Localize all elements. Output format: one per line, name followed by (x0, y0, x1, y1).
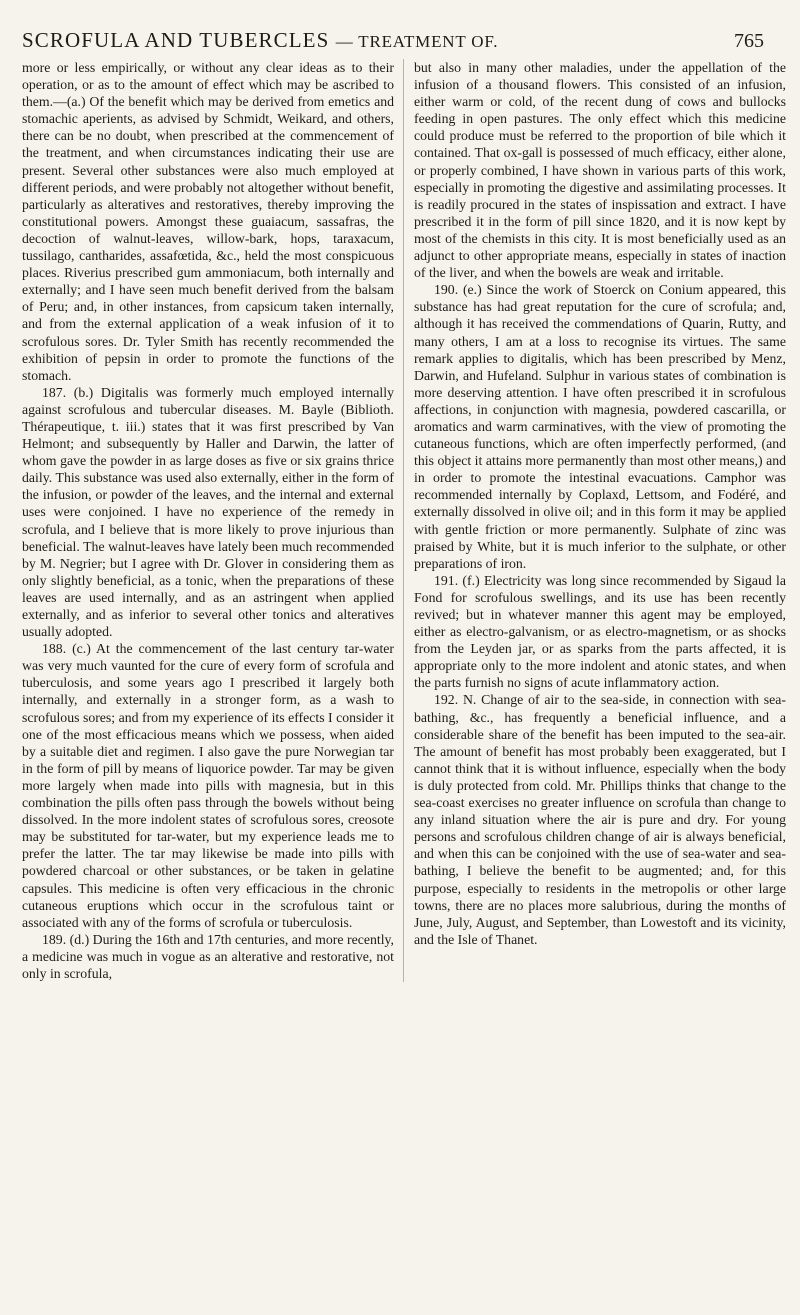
left-column (22, 59, 404, 982)
running-header (22, 28, 786, 58)
paragraph-191: 191. (f.) Electricity was long since recommended by Sigaud la Fond for scrofulous swellings, and its use has been recently revived; but in whatever manner this agent may be employed, either as electro-galvanism, or as electro-magnetism, or as shocks from the Leyden jar, or as sparks from the parts affected, it is appropriate only to the more indolent and atonic states, and when the parts furnish no signs of acute inflammatory action. (414, 572, 786, 691)
two-column-body (22, 59, 786, 982)
paragraph-continuation: more or less empirically, or without any clear ideas as to their operation, or as to the amount of effect which may be ascribed to them.—(a.) Of the benefit which may be derived from emetics and stomachic aperients, as advised by Schmidt, Weikard, and others, there can be no doubt, when prescribed at the commencement of the treatment, and when circumstances indicating their use are present. Several other substances were also much employed at different periods, and were probably not altogether without benefit, particularly as alteratives and restoratives, thereby improving the constitutional powers. Amongst these guaiacum, sassafras, the decoction of walnut-leaves, willow-bark, hops, taraxacum, tussilago, cantharides, assafœtida, &c., held the most conspicuous places. Riverius prescribed gum ammoniacum, both internally and externally; and I have seen much benefit derived from the balsam of Peru; and, in other instances, from capsicum taken internally, and from the external application of a weak infusion of it to scrofulous sores. Dr. Tyler Smith has recently recommended the exhibition of pepsin in order to promote the functions of the stomach. (22, 60, 394, 383)
page-number: 765 (734, 30, 764, 52)
paragraph-188: 188. (c.) At the commencement of the last century tar-water was very much vaunted for the cure of every form of scrofula and tuberculosis, and some years ago I prescribed it largely both internally, and externally in a stronger form, as a wash to scrofulous sores; and from my experience of its effects I consider it one of the most efficacious means which we possess, when aided by a suitable diet and regimen. I also gave the pure Norwegian tar in the form of pill by means of liquorice powder. Tar may be given more largely when made into pills with magnesia, but in this combination the pills often pass through the bowels without being dissolved. In the more indolent states of scrofulous sores, creosote may be substituted for tar-water, but my experience leads me to prefer the latter. The tar may likewise be made into pills with powdered charcoal or other substances, or be taken in gelatine capsules. This medicine is often very efficacious in the chronic cutaneous eruptions which occur in the scrofulous taint or associated with any of the forms of scrofula or tuberculosis. (22, 641, 394, 930)
paragraph-192: 192. N. Change of air to the sea-side, in connection with sea-bathing, &c., has frequently a beneficial influence, and a considerable share of the benefit has been imputed to the sea-air. The amount of benefit has most probably been exaggerated, but I cannot think that it is without influence, especially when the body is duly protected from cold. Mr. Phillips thinks that change to the sea-coast exercises no greater influence on scrofula than change to any inland situation where the air is pure and dry. For young persons and scrofulous children change of air is always beneficial, and when this can be conjoined with the use of sea-water and sea-bathing, I believe the benefit to be augmented; and, for this purpose, especially to residents in the metropolis or other large towns, there are no places more salubrious, during the months of June, July, August, and September, than Lowestoft and its vicinity, and the Isle of Thanet. (414, 692, 786, 947)
paragraph-189: 189. (d.) During the 16th and 17th centuries, and more recently, a medicine was much in vogue as an alterative and restorative, not only in scrofula, (22, 931, 394, 981)
paragraph-continuation-right: but also in many other maladies, under the appellation of the infusion of a thousand flowers. This consisted of an infusion, either warm or cold, of the recent dung of cows and bullocks feeding in open pastures. The only effect which this medicine could produce must be referred to the proportion of bile which it contained. That ox-gall is possessed of much efficacy, either alone, or properly combined, I have shown in various parts of this work, especially in promoting the digestive and assimilating processes. It is readily procured in the states of inspissation and extract. I have prescribed it in the form of pill since 1820, and it is now kept by most of the chemists in this city. It is most beneficially used as an adjunct to other appropriate means, especially in states of inaction of the liver, and when the bowels are weak and irritable. (414, 60, 786, 281)
running-title (22, 28, 498, 53)
paragraph-187: 187. (b.) Digitalis was formerly much employed internally against scrofulous and tubercular diseases. M. Bayle (Biblioth. Thérapeutique, t. iii.) states that it was first prescribed by Van Helmont; and subsequently by Haller and Darwin, the latter of whom gave the powder in as large doses as five or six grains thrice daily. This substance was used also externally, either in the form of the infusion, or powder of the leaves, and the internal and external uses were conjoined. I have no experience of the remedy in scrofula, and I believe that is more likely to prove injurious than beneficial. The walnut-leaves have lately been much recommended by M. Negrier; but I agree with Dr. Glover in considering them as only slightly beneficial, as a tonic, when the preparations of these leaves are used internally, and as an astringent when applied externally, and as inferior to several other tonics and alteratives usually adopted. (22, 384, 394, 640)
running-title-sub: — TREATMENT OF. (335, 32, 499, 51)
paragraph-190: 190. (e.) Since the work of Stoerck on Conium appeared, this substance has had great reputation for the cure of scrofula; and, although it has received the commendations of Quarin, Rutty, and many others, I am at a loss to recognise its virtues. The same remark applies to digitalis, which has been prescribed by Menz, Darwin, and Hufeland. Sulphur in various states of combination is more deserving attention. I have often prescribed it in scrofulous affections, in conjunction with magnesia, powdered cascarilla, or aromatics and warm carminatives, with the view of promoting the cutaneous functions, which are often imperfectly performed, (and this object it attains more permanently than most other means,) and in order to promote the intestinal evacuations. Camphor was recommended internally by Coplaxd, Lettsom, and Fodéré, and externally dissolved in olive oil; and in this form it may be applied with gentle friction or more permanently. Sulphate of zinc was praised by White, but it is much inferior to the sulphate, or other preparations of iron. (414, 282, 786, 571)
right-column (404, 59, 786, 982)
running-title-main: SCROFULA AND TUBERCLES (22, 28, 330, 52)
